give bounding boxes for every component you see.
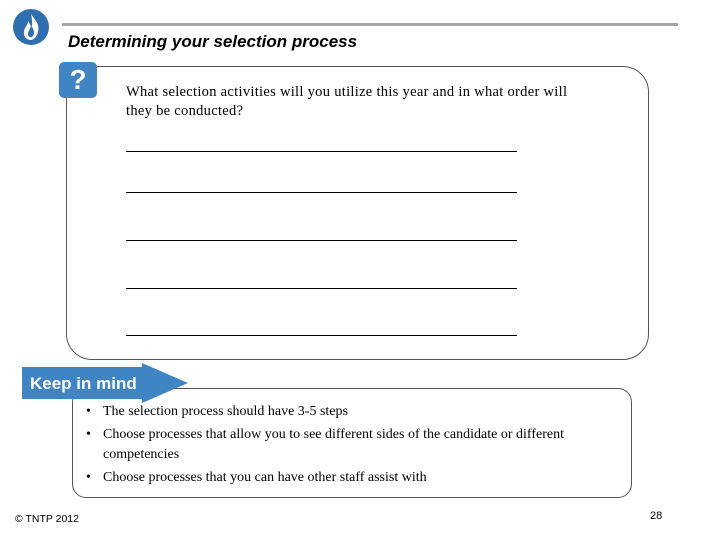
answer-line-2[interactable] — [126, 192, 517, 193]
list-item: • Choose processes that you can have other staff assist with — [86, 470, 427, 485]
keep-in-mind-label: Keep in mind — [30, 374, 137, 393]
keep-in-mind-list — [84, 402, 604, 491]
page-number: 28 — [650, 510, 663, 522]
header-rule — [62, 23, 678, 26]
question-text: What selection activities will you utilize this year and in what order will they be conducted? — [126, 84, 568, 119]
question-mark-icon: ? — [59, 62, 97, 98]
list-item: • Choose processes that allow you to see different sides of the candidate or different competencies — [86, 427, 564, 462]
answer-line-5[interactable] — [126, 335, 517, 336]
page-title: Determining your selection process — [68, 32, 358, 51]
list-item: • The selection process should have 3-5 steps — [86, 404, 348, 419]
answer-line-3[interactable] — [126, 240, 517, 241]
copyright-text: © TNTP 2012 — [15, 513, 79, 525]
flame-logo-icon — [12, 8, 50, 46]
answer-line-1[interactable] — [126, 151, 517, 152]
answer-line-4[interactable] — [126, 288, 517, 289]
